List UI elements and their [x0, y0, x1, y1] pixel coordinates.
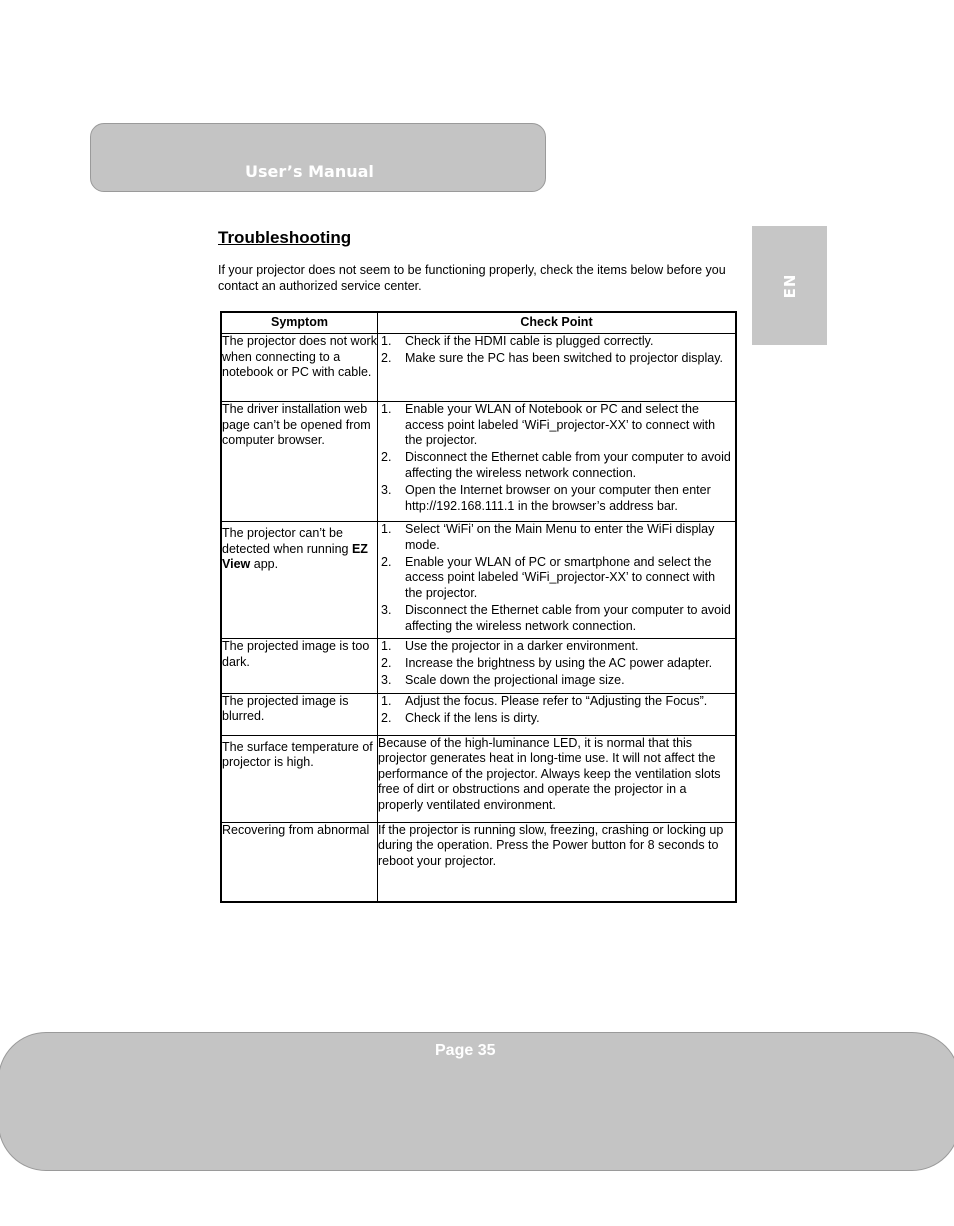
language-tab	[752, 226, 827, 345]
symptom-text: The projector does not work when connecting to a notebook or PC with cable.	[222, 334, 377, 380]
check-paragraph: Because of the high-luminance LED, it is normal that this projector generates heat in long-time use. It will not affect the performance of the projector. Always keep the ventilation slots free of dirt or obstructions and operate the projector in a properly ventilated environment.	[378, 735, 721, 812]
symptom-text: The surface temperature of projector is high.	[222, 739, 373, 770]
check-item: 3. Scale down the projectional image size.	[381, 673, 625, 688]
check-item: 2. Make sure the PC has been switched to projector display.	[381, 351, 723, 366]
table-row	[221, 402, 736, 522]
table-row	[221, 822, 736, 902]
check-item: 1. Enable your WLAN of Notebook or PC and select the access point labeled ‘WiFi_projector-XX’ to connect with the projector.	[381, 402, 716, 448]
header-symptom: Symptom	[221, 312, 378, 334]
check-item: 3. Disconnect the Ethernet cable from your computer to avoid affecting the wireless network connection.	[381, 603, 731, 633]
check-item: 2. Disconnect the Ethernet cable from your computer to avoid affecting the wireless network connection.	[381, 450, 731, 480]
check-paragraph: If the projector is running slow, freezing, crashing or locking up during the operation. Press the Power button for 8 seconds to reboot your projector.	[378, 822, 724, 868]
symptom-text: Recovering from abnormal	[222, 822, 370, 837]
symptom-text: The projector can’t be detected when running EZ View app.	[222, 526, 368, 572]
troubleshooting-table	[220, 311, 737, 903]
symptom-text: The driver installation web page can’t be opened from computer browser.	[222, 402, 371, 448]
section-title: Troubleshooting	[218, 228, 352, 247]
page-number: Page 35	[435, 1042, 496, 1059]
table-header-row	[221, 312, 736, 334]
check-item: 2. Increase the brightness by using the AC power adapter.	[381, 656, 713, 671]
symptom-text: The projected image is too dark.	[222, 638, 370, 669]
table-row	[221, 638, 736, 693]
check-item: 1. Check if the HDMI cable is plugged correctly.	[381, 334, 654, 348]
language-label: EN	[780, 273, 799, 298]
table-row	[221, 735, 736, 822]
check-item: 1. Adjust the focus. Please refer to “Adjusting the Focus”.	[381, 693, 708, 708]
app-name: EZ View	[222, 541, 368, 572]
header-check-point: Check Point	[378, 312, 737, 334]
table-row	[221, 334, 736, 402]
check-item: 1. Select ‘WiFi’ on the Main Menu to enter the WiFi display mode.	[381, 522, 715, 552]
symptom-text: The projected image is blurred.	[222, 693, 349, 724]
check-item: 2. Check if the lens is dirty.	[381, 710, 540, 725]
intro-paragraph: If your projector does not seem to be functioning properly, check the items below before you contact an authorized service center.	[218, 263, 726, 293]
manual-title: User’s Manual	[245, 162, 374, 181]
table-row	[221, 522, 736, 639]
check-item: 1. Use the projector in a darker environment.	[381, 638, 639, 653]
check-item: 2. Enable your WLAN of PC or smartphone and select the access point labeled ‘WiFi_projector-XX’ to connect with the projector.	[381, 554, 716, 600]
header-tab	[90, 123, 546, 192]
table-row	[221, 693, 736, 735]
check-item: 3. Open the Internet browser on your computer then enter http://192.168.111.1 in the browser’s address bar.	[381, 483, 711, 513]
